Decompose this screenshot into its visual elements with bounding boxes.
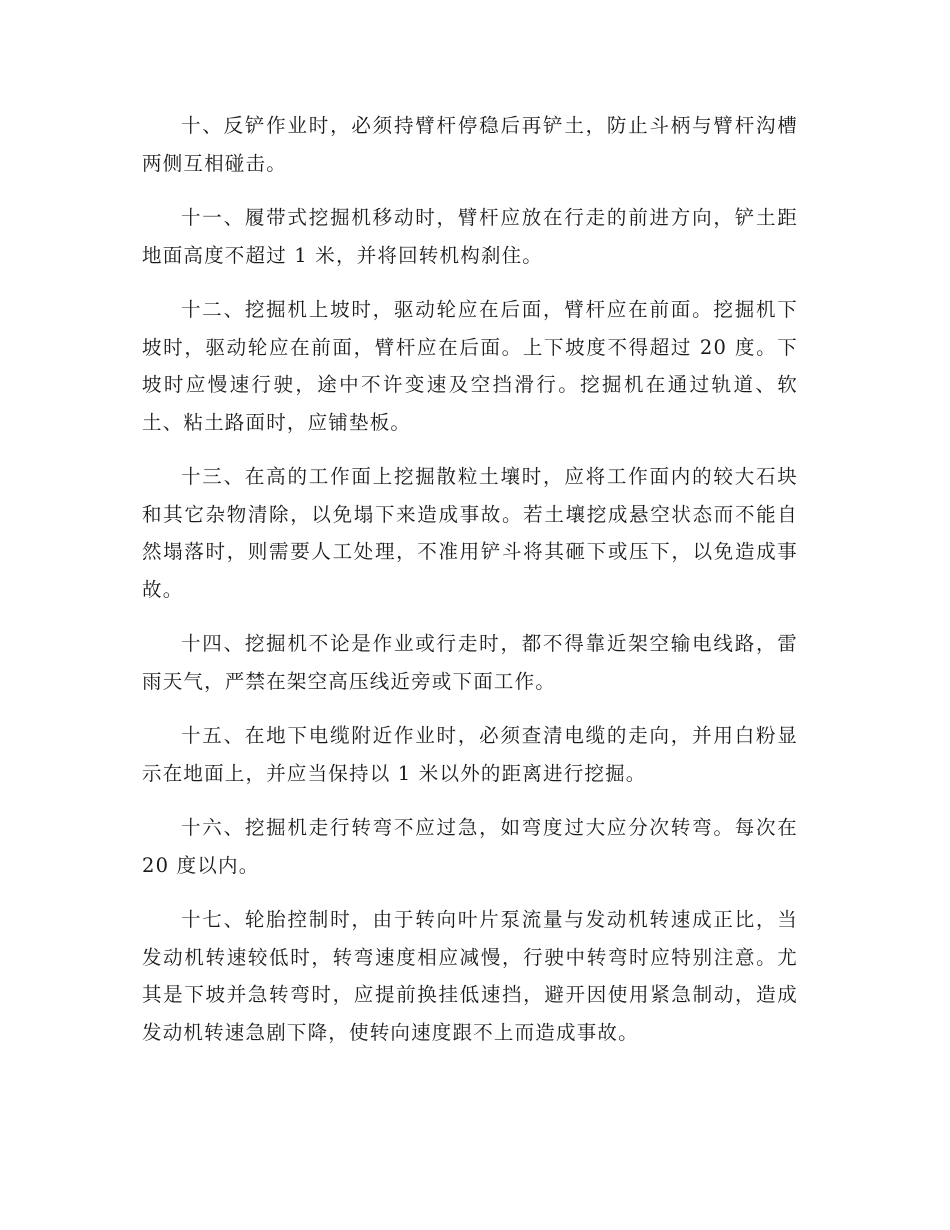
paragraph-10: 十、反铲作业时，必须持臂杆停稳后再铲土，防止斗柄与臂杆沟槽两侧互相碰击。 <box>142 114 798 175</box>
paragraph-14: 十四、挖掘机不论是作业或行走时，都不得靠近架空输电线路，雷雨天气，严禁在架空高压线近旁或下面工作。 <box>142 632 798 693</box>
paragraph-11: 十一、履带式挖掘机移动时，臂杆应放在行走的前进方向，铲土距地面高度不超过 1 米，并将回转机构刹住。 <box>142 206 798 267</box>
paragraph-17: 十七、轮胎控制时，由于转向叶片泵流量与发动机转速成正比，当发动机转速较低时，转弯速度相应减慢，行驶中转弯时应特别注意。尤其是下坡并急转弯时，应提前换挂低速挡，避开因使用紧急制动，造成发动机转速急剧下降，使转向速度跟不上而造成事故。 <box>142 908 798 1044</box>
paragraph-15: 十五、在地下电缆附近作业时，必须查清电缆的走向，并用白粉显示在地面上，并应当保持以 1 米以外的距离进行挖掘。 <box>142 724 798 785</box>
paragraph-12: 十二、挖掘机上坡时，驱动轮应在后面，臂杆应在前面。挖掘机下坡时，驱动轮应在前面，臂杆应在后面。上下坡度不得超过 20 度。下坡时应慢速行驶，途中不许变速及空挡滑行。挖掘机在通过轨道、软土、粘土路面时，应铺垫板。 <box>142 298 798 434</box>
paragraph-13: 十三、在高的工作面上挖掘散粒土壤时，应将工作面内的较大石块和其它杂物清除，以免塌下来造成事故。若土壤挖成悬空状态而不能自然塌落时，则需要人工处理，不准用铲斗将其砸下或压下，以免造成事故。 <box>142 465 798 601</box>
document-page <box>142 107 798 1068</box>
paragraph-16: 十六、挖掘机走行转弯不应过急，如弯度过大应分次转弯。每次在 20 度以内。 <box>142 816 798 877</box>
